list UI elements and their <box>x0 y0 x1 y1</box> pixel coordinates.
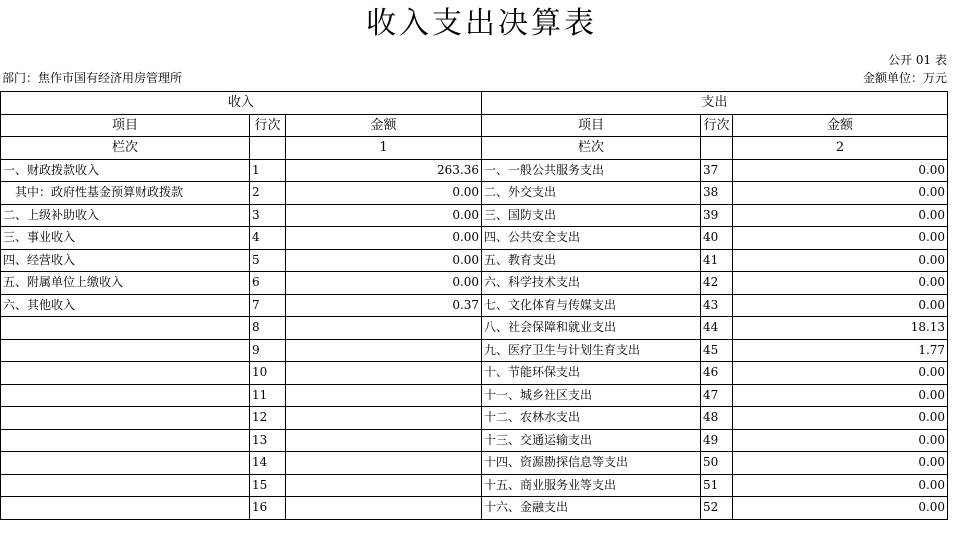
income-amount-cell <box>286 452 482 475</box>
income-line-cell: 4 <box>250 227 286 250</box>
expense-line-cell: 43 <box>701 294 733 317</box>
income-line-header: 行次 <box>250 114 286 137</box>
form-number: 公开 01 表 <box>888 53 947 67</box>
expense-item-cell: 四、公共安全支出 <box>482 227 701 250</box>
table-row <box>1 294 948 317</box>
income-item-cell: 三、事业收入 <box>1 227 250 250</box>
table-row <box>1 204 948 227</box>
income-item-cell <box>1 429 250 452</box>
income-line-cell: 12 <box>250 407 286 430</box>
table-row <box>1 317 948 340</box>
table-row <box>1 227 948 250</box>
income-item-header: 项目 <box>1 114 250 137</box>
income-line-cell: 8 <box>250 317 286 340</box>
expense-line-cell: 41 <box>701 249 733 272</box>
income-amount-cell: 0.00 <box>286 182 482 205</box>
expense-line-cell: 50 <box>701 452 733 475</box>
income-line-cell: 14 <box>250 452 286 475</box>
income-section-header: 收入 <box>1 92 482 115</box>
expense-amount-cell: 0.00 <box>733 227 948 250</box>
income-line-cell: 7 <box>250 294 286 317</box>
table-row <box>1 339 948 362</box>
expense-amount-cell: 0.00 <box>733 407 948 430</box>
expense-line-cell: 44 <box>701 317 733 340</box>
income-amount-cell: 263.36 <box>286 159 482 182</box>
expense-amount-cell: 0.00 <box>733 204 948 227</box>
expense-line-cell: 48 <box>701 407 733 430</box>
column-number-row <box>1 137 948 160</box>
income-amount-cell <box>286 474 482 497</box>
department-label: 部门：焦作市国有经济用房管理所 <box>2 71 183 85</box>
expense-line-cell: 40 <box>701 227 733 250</box>
expense-line-cell: 52 <box>701 497 733 520</box>
income-line-cell: 11 <box>250 384 286 407</box>
expense-line-cell: 51 <box>701 474 733 497</box>
expense-amount-cell: 0.00 <box>733 294 948 317</box>
expense-amount-cell: 0.00 <box>733 452 948 475</box>
table-row <box>1 362 948 385</box>
expense-line-empty <box>701 137 733 160</box>
expense-item-cell: 七、文化体育与传媒支出 <box>482 294 701 317</box>
income-item-cell <box>1 339 250 362</box>
income-line-cell: 2 <box>250 182 286 205</box>
income-line-cell: 6 <box>250 272 286 295</box>
expense-column-label: 栏次 <box>482 137 701 160</box>
expense-item-cell: 十三、交通运输支出 <box>482 429 701 452</box>
income-line-cell: 16 <box>250 497 286 520</box>
expense-item-cell: 五、教育支出 <box>482 249 701 272</box>
income-item-cell <box>1 452 250 475</box>
income-item-cell: 二、上级补助收入 <box>1 204 250 227</box>
income-amount-cell: 0.00 <box>286 227 482 250</box>
income-item-cell: 五、附属单位上缴收入 <box>1 272 250 295</box>
expense-item-cell: 十四、资源勘探信息等支出 <box>482 452 701 475</box>
income-amount-cell <box>286 497 482 520</box>
income-amount-cell <box>286 429 482 452</box>
section-header-row <box>1 92 948 115</box>
income-column-label: 栏次 <box>1 137 250 160</box>
expense-amount-cell: 0.00 <box>733 497 948 520</box>
income-column-number: 1 <box>286 137 482 160</box>
table-row <box>1 182 948 205</box>
expense-item-cell: 二、外交支出 <box>482 182 701 205</box>
expense-item-cell: 十二、农林水支出 <box>482 407 701 430</box>
expense-item-cell: 十六、金融支出 <box>482 497 701 520</box>
expense-line-cell: 49 <box>701 429 733 452</box>
income-line-cell: 5 <box>250 249 286 272</box>
income-expense-table <box>0 91 948 520</box>
table-row <box>1 474 948 497</box>
expense-line-cell: 45 <box>701 339 733 362</box>
income-amount-cell <box>286 384 482 407</box>
income-line-cell: 10 <box>250 362 286 385</box>
income-item-cell: 其中：政府性基金预算财政拨款 <box>1 182 250 205</box>
expense-amount-cell: 0.00 <box>733 429 948 452</box>
expense-line-header: 行次 <box>701 114 733 137</box>
table-row <box>1 159 948 182</box>
income-line-cell: 3 <box>250 204 286 227</box>
income-line-empty <box>250 137 286 160</box>
expense-amount-cell: 0.00 <box>733 182 948 205</box>
expense-amount-cell: 0.00 <box>733 384 948 407</box>
table-row <box>1 497 948 520</box>
income-line-cell: 15 <box>250 474 286 497</box>
income-item-cell <box>1 407 250 430</box>
expense-amount-cell: 0.00 <box>733 159 948 182</box>
expense-section-header: 支出 <box>482 92 948 115</box>
expense-item-cell: 三、国防支出 <box>482 204 701 227</box>
amount-unit-label: 金额单位：万元 <box>862 71 947 85</box>
income-amount-cell <box>286 317 482 340</box>
income-amount-cell <box>286 407 482 430</box>
expense-amount-cell: 0.00 <box>733 249 948 272</box>
expense-line-cell: 46 <box>701 362 733 385</box>
income-item-cell <box>1 317 250 340</box>
expense-item-cell: 十、节能环保支出 <box>482 362 701 385</box>
table-row <box>1 384 948 407</box>
income-amount-cell <box>286 362 482 385</box>
income-item-cell: 四、经营收入 <box>1 249 250 272</box>
table-row <box>1 407 948 430</box>
expense-amount-cell: 0.00 <box>733 362 948 385</box>
income-amount-cell: 0.37 <box>286 294 482 317</box>
expense-amount-cell: 0.00 <box>733 272 948 295</box>
income-amount-cell: 0.00 <box>286 272 482 295</box>
expense-line-cell: 47 <box>701 384 733 407</box>
income-item-cell: 一、财政拨款收入 <box>1 159 250 182</box>
income-amount-cell: 0.00 <box>286 204 482 227</box>
income-amount-cell <box>286 339 482 362</box>
expense-item-cell: 十五、商业服务业等支出 <box>482 474 701 497</box>
expense-item-cell: 十一、城乡社区支出 <box>482 384 701 407</box>
income-amount-header: 金额 <box>286 114 482 137</box>
income-item-cell <box>1 384 250 407</box>
expense-amount-cell: 0.00 <box>733 474 948 497</box>
expense-item-cell: 八、社会保障和就业支出 <box>482 317 701 340</box>
expense-item-header: 项目 <box>482 114 701 137</box>
income-item-cell <box>1 497 250 520</box>
column-header-row <box>1 114 948 137</box>
income-item-cell <box>1 474 250 497</box>
expense-amount-cell: 1.77 <box>733 339 948 362</box>
expense-item-cell: 九、医疗卫生与计划生育支出 <box>482 339 701 362</box>
expense-line-cell: 38 <box>701 182 733 205</box>
expense-line-cell: 39 <box>701 204 733 227</box>
expense-amount-cell: 18.13 <box>733 317 948 340</box>
income-item-cell: 六、其他收入 <box>1 294 250 317</box>
expense-item-cell: 一、一般公共服务支出 <box>482 159 701 182</box>
income-line-cell: 9 <box>250 339 286 362</box>
expense-column-number: 2 <box>733 137 948 160</box>
income-amount-cell: 0.00 <box>286 249 482 272</box>
expense-amount-header: 金额 <box>733 114 948 137</box>
expense-item-cell: 六、科学技术支出 <box>482 272 701 295</box>
table-row <box>1 249 948 272</box>
table-row <box>1 452 948 475</box>
income-line-cell: 13 <box>250 429 286 452</box>
table-row <box>1 272 948 295</box>
page-title: 收入支出决算表 <box>366 6 597 41</box>
income-line-cell: 1 <box>250 159 286 182</box>
expense-line-cell: 37 <box>701 159 733 182</box>
table-row <box>1 429 948 452</box>
income-item-cell <box>1 362 250 385</box>
expense-line-cell: 42 <box>701 272 733 295</box>
